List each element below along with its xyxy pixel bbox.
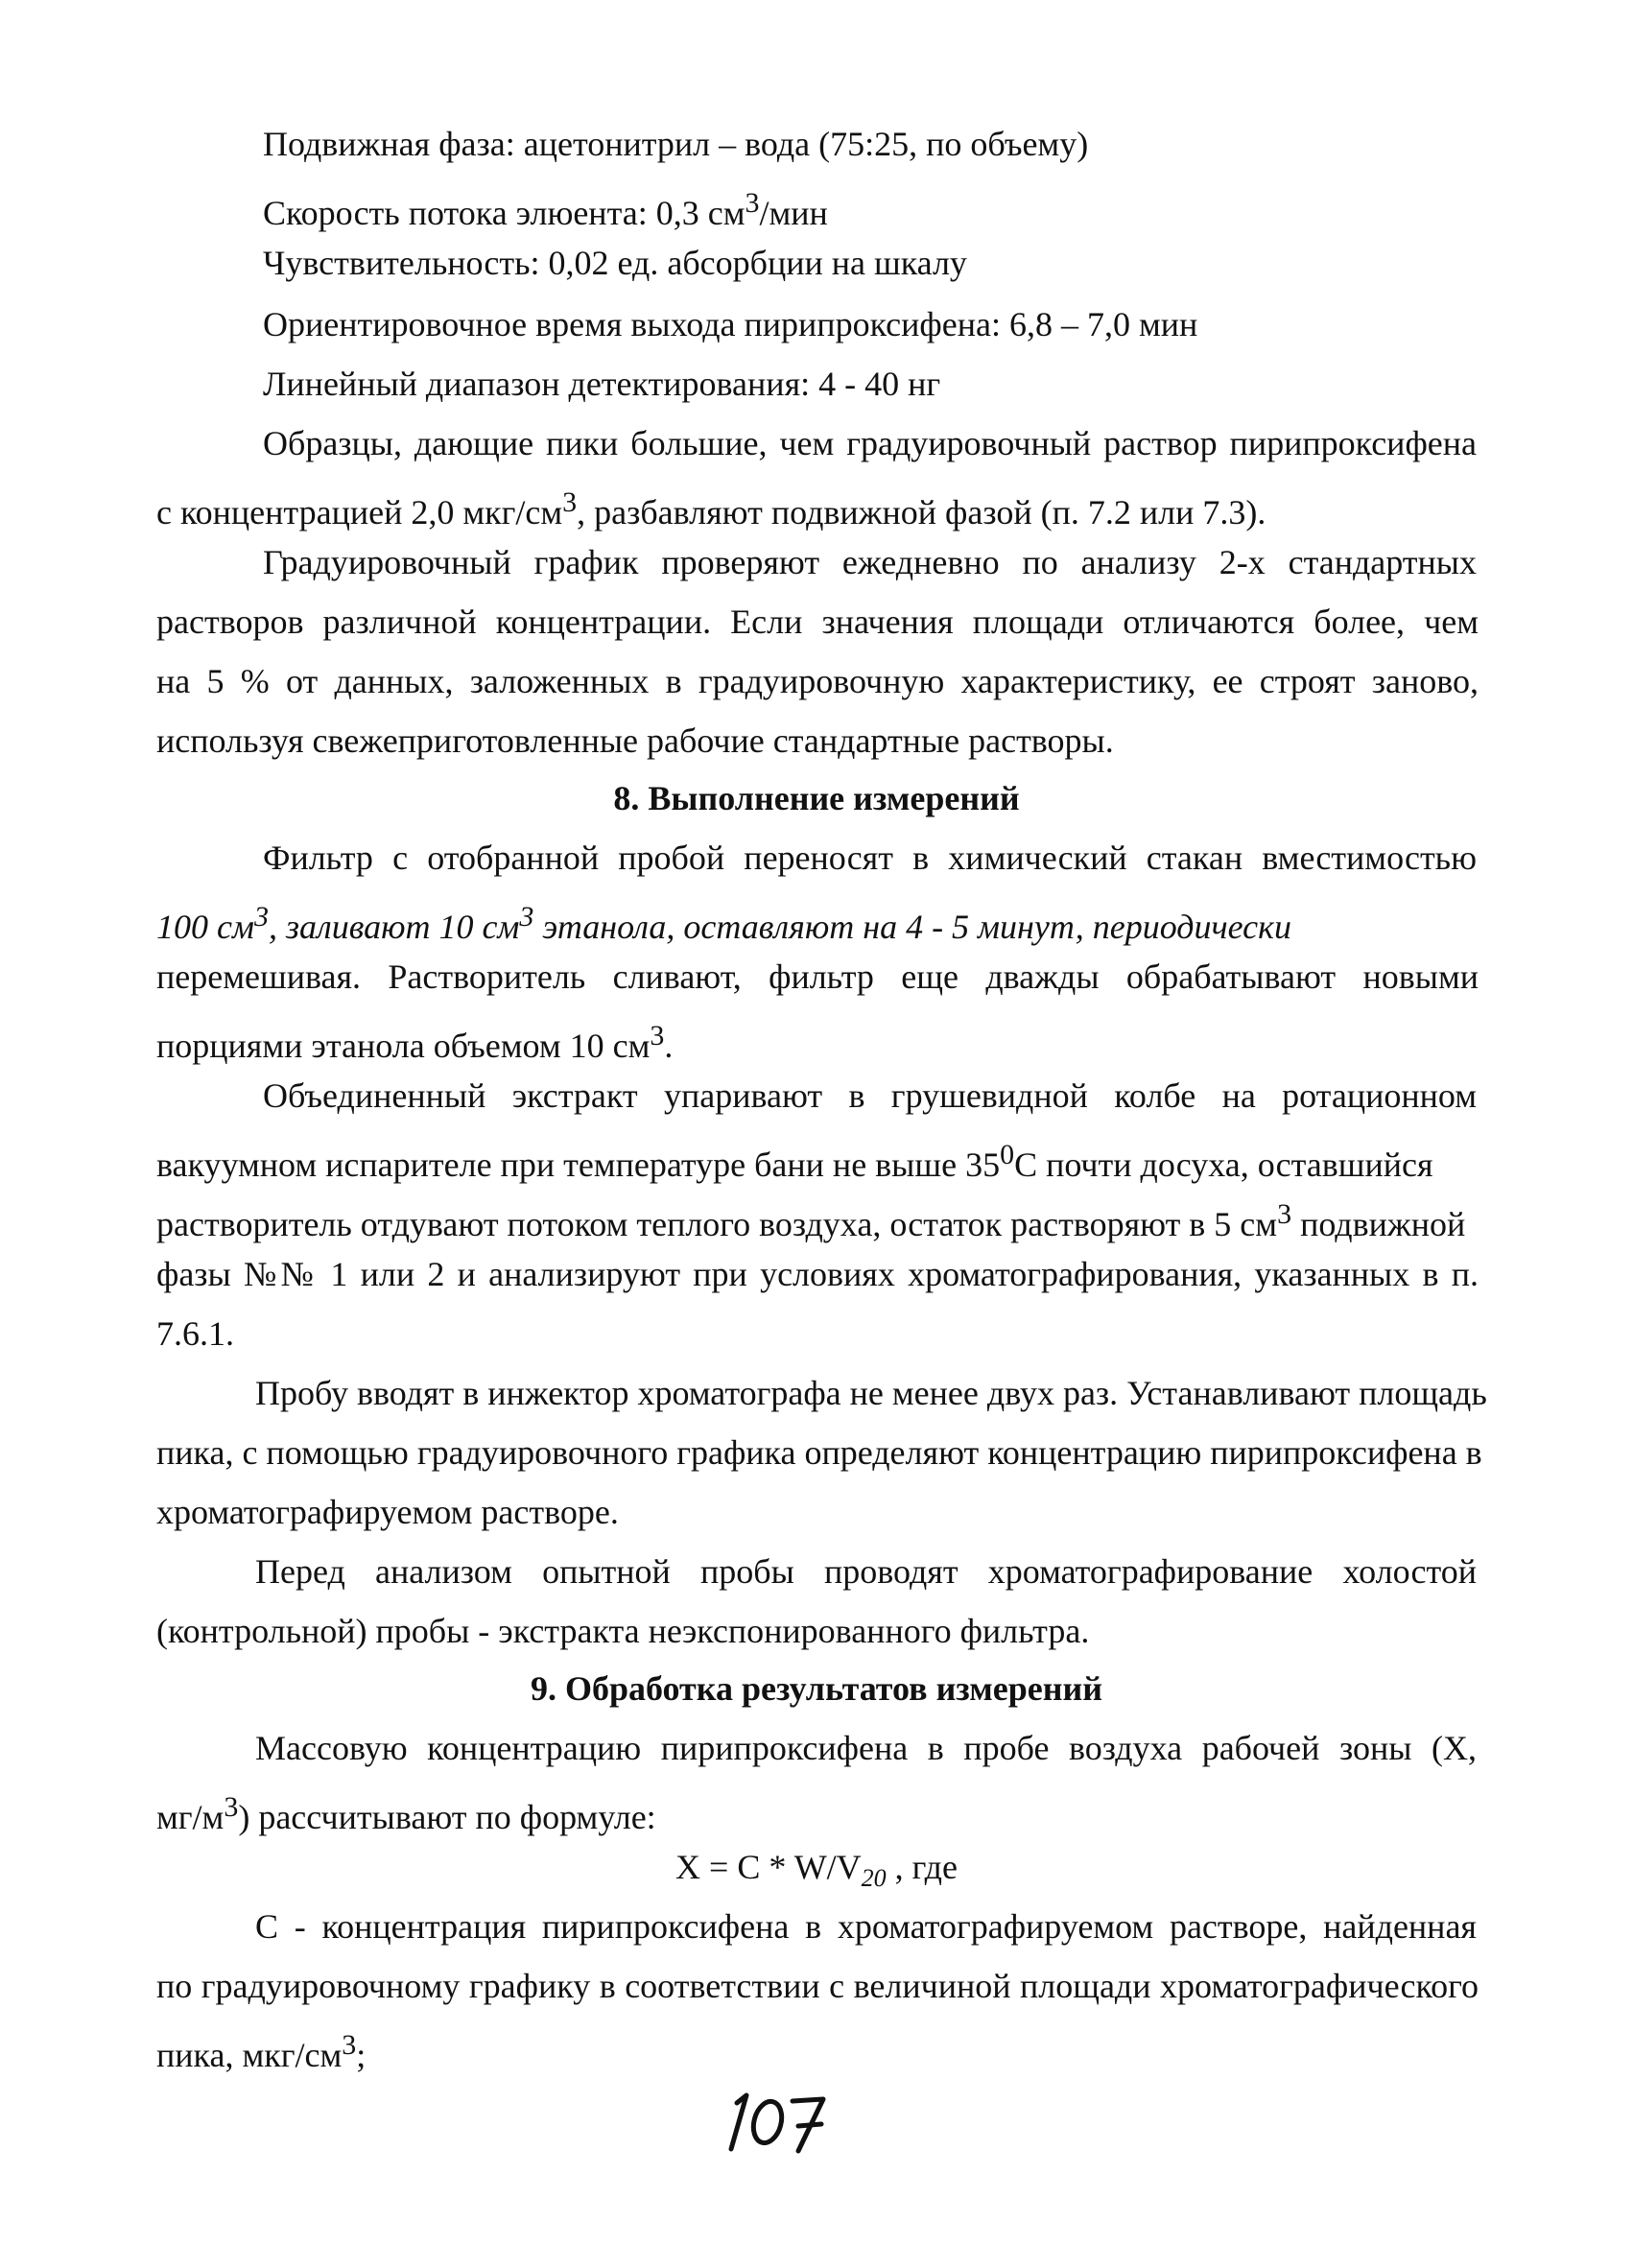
paragraph-line xyxy=(156,1192,1465,1247)
text: с концентрацией 2,0 мкг/см xyxy=(156,493,563,532)
formula-subscript: 20 xyxy=(861,1864,887,1893)
paragraph-line xyxy=(156,1013,673,1069)
formula xyxy=(0,1844,1633,1902)
paragraph-line: по градуировочному графику в соответствии с величиной площади хроматографического xyxy=(156,1967,1479,2005)
paragraph-line: на 5 % от данных, заложенных в градуировочную характеристику, ее строят заново, xyxy=(156,662,1479,700)
text: , заливают 10 см xyxy=(268,908,520,946)
superscript: 3 xyxy=(519,901,534,933)
paragraph-line: пика, с помощью градуировочного графика определяют концентрацию пирипроксифена в xyxy=(156,1433,1482,1472)
formula-main: X = C * W/V xyxy=(675,1848,862,1886)
paragraph-line xyxy=(156,1784,656,1840)
paragraph-line: растворов различной концентрации. Если значения площади отличаются более, чем xyxy=(156,602,1479,641)
text: , разбавляют подвижной фазой (п. 7.2 или 7.3). xyxy=(577,493,1266,532)
superscript: 3 xyxy=(224,1791,239,1823)
paragraph-line: 7.6.1. xyxy=(156,1314,234,1353)
paragraph-line: используя свежеприготовленные рабочие стандартные растворы. xyxy=(156,721,1114,760)
text: вакуумном испарителе при температуре бани не выше 35 xyxy=(156,1146,1001,1184)
paragraph-line: Фильтр с отобранной пробой переносят в химический стакан вместимостью xyxy=(263,839,1477,877)
paragraph-line: (контрольной) пробы - экстракта неэкспонированного фильтра. xyxy=(156,1612,1090,1650)
text: пика, мкг/см xyxy=(156,2036,343,2074)
text: ; xyxy=(356,2036,367,2074)
text: . xyxy=(664,1027,674,1065)
sensitivity-line: Чувствительность: 0,02 ед. абсорбции на шкалу xyxy=(263,244,967,282)
section-9-title: 9. Обработка результатов измерений xyxy=(530,1669,1102,1708)
text: ) рассчитывают по формуле: xyxy=(238,1798,656,1836)
paragraph-line xyxy=(156,480,1266,535)
paragraph-line: Образцы, дающие пики большие, чем градуировочный раствор пирипроксифена xyxy=(263,424,1477,462)
paragraph-line: хроматографируемом растворе. xyxy=(156,1493,619,1531)
retention-time-line: Ориентировочное время выхода пирипроксифена: 6,8 – 7,0 мин xyxy=(263,305,1198,343)
paragraph-line: Пробу вводят в инжектор хроматографа не менее двух раз. Устанавливают площадь xyxy=(255,1374,1487,1412)
page-number xyxy=(710,2082,835,2159)
paragraph-line: C - концентрация пирипроксифена в хроматографируемом растворе, найденная xyxy=(255,1907,1477,1946)
paragraph-line: Градуировочный график проверяют ежедневно по анализу 2-х стандартных xyxy=(263,543,1477,581)
flow-rate-text: Скорость потока элюента: 0,3 см xyxy=(263,194,746,232)
paragraph-line xyxy=(156,1132,1433,1188)
text: мг/м xyxy=(156,1798,225,1836)
paragraph-line: фазы №№ 1 или 2 и анализируют при условиях хроматографирования, указанных в п. xyxy=(156,1255,1479,1293)
paragraph-line: Объединенный экстракт упаривают в грушевидной колбе на ротационном xyxy=(263,1076,1477,1115)
paragraph-line xyxy=(156,894,1291,950)
flow-rate-line xyxy=(263,180,828,236)
superscript: 3 xyxy=(342,2029,357,2061)
paragraph-line: Перед анализом опытной пробы проводят хроматографирование холостой xyxy=(255,1552,1477,1591)
handwritten-page-number-icon xyxy=(710,2082,835,2159)
paragraph-line: Массовую концентрацию пирипроксифена в пробе воздуха рабочей зоны (X, xyxy=(255,1729,1477,1767)
text: С почти досуха, оставшийся xyxy=(1014,1146,1433,1184)
paragraph-line: перемешивая. Растворитель сливают, фильтр еще дважды обрабатывают новыми xyxy=(156,957,1479,996)
superscript: 3 xyxy=(1277,1198,1292,1230)
formula-tail: , где xyxy=(886,1848,958,1886)
text: этанола, оставляют на 4 - 5 минут, периодически xyxy=(533,908,1291,946)
linear-range-line: Линейный диапазон детектирования: 4 - 40 нг xyxy=(263,365,941,403)
text: порциями этанола объемом 10 см xyxy=(156,1027,651,1065)
superscript: 3 xyxy=(253,901,269,933)
paragraph-line xyxy=(156,2022,366,2078)
text: подвижной xyxy=(1291,1205,1466,1243)
flow-rate-unit: /мин xyxy=(759,194,828,232)
superscript: 0 xyxy=(1000,1139,1015,1170)
mobile-phase-line: Подвижная фаза: ацетонитрил – вода (75:25, по объему) xyxy=(263,125,1089,163)
superscript: 3 xyxy=(562,486,578,518)
section-8-title: 8. Выполнение измерений xyxy=(613,779,1020,817)
superscript: 3 xyxy=(745,187,760,219)
superscript: 3 xyxy=(650,1020,665,1051)
text: 100 см xyxy=(156,908,254,946)
text: растворитель отдувают потоком теплого воздуха, остаток растворяют в 5 см xyxy=(156,1205,1278,1243)
